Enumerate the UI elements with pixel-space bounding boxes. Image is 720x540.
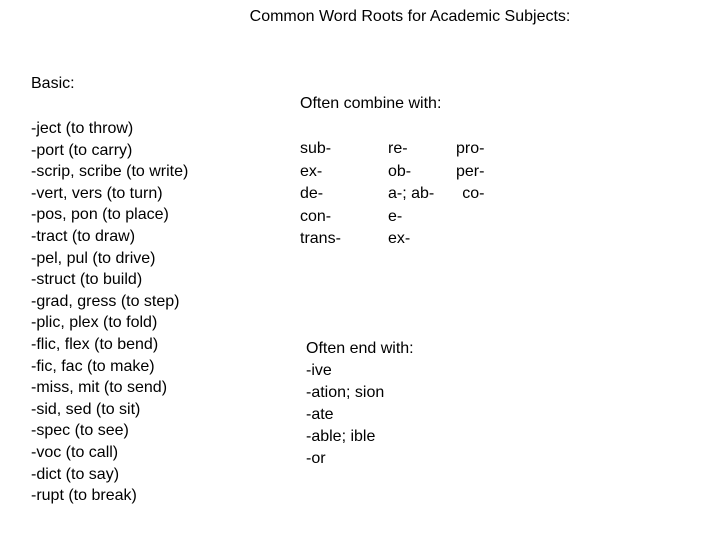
- root-item: -grad, gress (to step): [31, 292, 180, 310]
- prefix-item: con-: [300, 207, 332, 225]
- root-item: -tract (to draw): [31, 227, 136, 245]
- root-item: -struct (to build): [31, 271, 143, 289]
- root-item: -flic, flex (to bend): [31, 335, 159, 353]
- endings-section: [306, 338, 414, 470]
- endings-list: [306, 360, 414, 470]
- root-item: -port (to carry): [31, 141, 133, 159]
- ending-item: -able; ible: [306, 428, 376, 445]
- root-item: -spec (to see): [31, 422, 129, 440]
- ending-item: -or: [306, 450, 326, 467]
- prefix-column-2: [388, 138, 434, 251]
- prefix-item: ob-: [388, 162, 412, 180]
- prefix-item: ex-: [300, 162, 323, 180]
- roots-list: [31, 118, 188, 507]
- root-item: -pos, pon (to place): [31, 206, 169, 224]
- root-item: -vert, vers (to turn): [31, 184, 163, 202]
- prefix-item: per-: [456, 162, 485, 180]
- combine-heading: Often combine with:: [300, 95, 442, 112]
- root-item: -plic, plex (to fold): [31, 314, 158, 332]
- prefix-item: trans-: [300, 230, 341, 247]
- endings-heading: Often end with:: [306, 340, 414, 357]
- prefix-item: a-; ab-: [388, 185, 435, 202]
- ending-item: -ate: [306, 406, 334, 423]
- root-item: -ject (to throw): [31, 120, 134, 137]
- page-title: Common Word Roots for Academic Subjects:: [249, 8, 571, 25]
- basic-heading: Basic:: [31, 75, 75, 92]
- prefix-item: ex-: [388, 230, 411, 247]
- prefix-item: e-: [388, 207, 403, 225]
- prefix-item: pro-: [456, 140, 485, 157]
- prefix-item: re-: [388, 140, 408, 157]
- root-item: -rupt (to break): [31, 487, 137, 505]
- root-item: -fic, fac (to make): [31, 357, 155, 375]
- ending-item: -ation; sion: [306, 384, 385, 401]
- root-item: -scrip, scribe (to write): [31, 163, 189, 181]
- prefix-item: sub-: [300, 140, 332, 157]
- root-item: -sid, sed (to sit): [31, 400, 141, 418]
- root-item: -pel, pul (to drive): [31, 249, 156, 267]
- root-item: -voc (to call): [31, 443, 119, 461]
- root-item: -miss, mit (to send): [31, 379, 168, 397]
- root-item: -dict (to say): [31, 465, 120, 483]
- prefix-item: co-: [462, 185, 485, 202]
- ending-item: -ive: [306, 362, 332, 379]
- prefix-column-3: [456, 138, 484, 206]
- prefix-item: de-: [300, 185, 324, 202]
- prefix-column-1: [300, 138, 341, 251]
